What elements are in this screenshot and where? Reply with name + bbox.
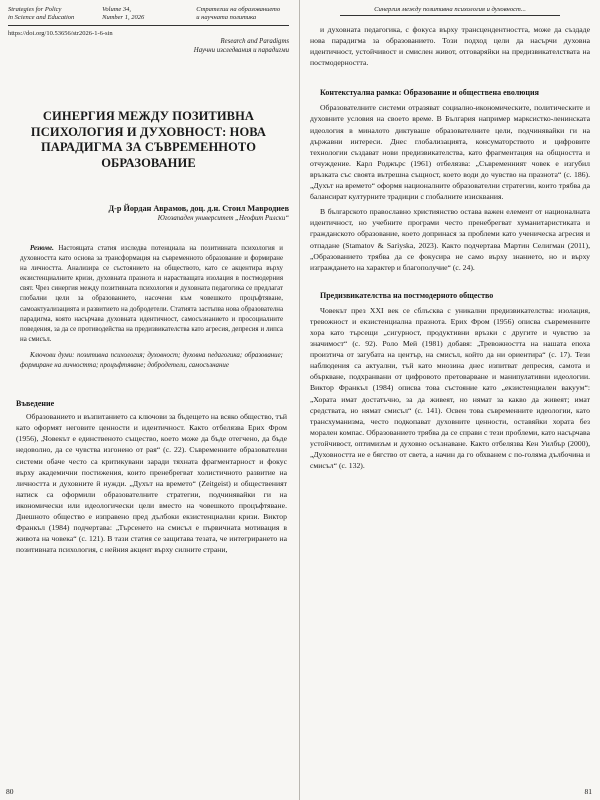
doi-row	[8, 30, 289, 37]
intro-paragraph: Образованието и възпитанието са ключови за бъдещето на всяко общество, тъй като оформят неговите ценности и идентичност. Както отбелязва Ерих Фром (1956), „Човекът е единственото същество, което може да бъде отегчено, да бъде недоволно, да се чувства изгонено от рая“ (с. 22). Съвременните образователни системи обаче често са критикувани заради тяхната фрагментарност и фокус върху академични постижения, които пренебрегват холистичното развитие на личността и духовните й нужди. „Духът на времето“ (Zeitgeist) и общественият натиск са оформили образователните стратегии, подчинявайки ги на икономически или идеологически цели вместо на човешкото процъфтяване. Днешното общество е изправено пред дълбоки екзистенциални кризи. Виктор Франкъл (1984) подчертава: „Търсенето на смисъл е първичната мотивация в живота на човека“ (с. 121). В тази статия се защитава тезата, че интегрирането на позитивната психология, с нейния акцент върху силните страни,	[16, 412, 287, 555]
journal-name-en: Strategies for Policy in Science and Education	[8, 6, 75, 21]
page-number-left: 80	[6, 787, 14, 796]
continuation-paragraph: и духовната педагогика, с фокуса върху трансцендентността, може да създаде нова парадигма за образованието. Този подход цели да насърчи духовна идентичност, устойчивост и смислен живот, отговаряйки на предизвикателствата на постмодерността.	[310, 25, 590, 68]
rubric-en: Research and Paradigms	[220, 38, 289, 45]
keywords-text: позитивна психология; духовност; духовна педагогика; образование; формиране на личността; процъфтяване; добродетели, самосъзнание	[20, 351, 283, 370]
journal-header	[8, 6, 289, 22]
right-page	[300, 0, 600, 800]
rubric-bg: Научни изследвания и парадигми	[193, 47, 289, 54]
journal-volume: Volume 34, Number 1, 2026	[102, 6, 145, 21]
keywords	[20, 351, 283, 371]
section-heading-context: Контекстуална рамка: Образование и обществена еволюция	[320, 88, 539, 98]
page-number-right: 81	[584, 787, 592, 796]
authors: Д-р Йордан Аврамов, доц. д.н. Стоил Мавродиев	[108, 204, 289, 213]
header-rule	[8, 25, 289, 26]
challenges-paragraph: Човекът през XXI век се сблъсква с уникални предизвикателства: изолация, тревожност и екзистенциална празнота. Ерих Фром (1956) описва съвременните хора като търсещи „сигурност, продуктивни връзки с другите и чувство за значимост“ (с. 92). Ролo Мей (1981) добавя: „Тревожността на нашата епоха произтича от загубата на център, на смисъл, който да ни ориентира“ (с. 17). Тези наблюдения са актуални, тъй като мнозина днес изпитват депресия, самота и объркване, подхранвани от цифровото претоварване и манипулативни идеологии. Виктор Франкъл (1984) описва това състояние като „екзистенциален вакуум“: „Хората имат достатъчно, за да живеят, но нямат за какво да живеят; имат средствата, но нямат смисъл“ (с. 141). Освен това съвременните идеологии, като трансхуманизма, често подкопават духовните ценности, оставяйки хората без морален компас. Образованието трябва да се справи с тези проблеми, като насърчава устойчивост, оптимизъм и духовно осъзнаване. Както отбелязва Кен Уилбър (2000), „Духовността не е бягство от света, а начин да го обхванем с по-голяма дълбочина и смисъл“ (с. 132).	[310, 305, 590, 471]
doi-link[interactable]: https://doi.org/10.53656/str2026-1-6-sin	[8, 30, 113, 37]
journal-name-bg: Стратегии на образованието и научната политика	[196, 6, 281, 21]
affiliation: Югозападен университет „Неофит Рилски“	[157, 215, 289, 222]
article-title: СИНЕРГИЯ МЕЖДУ ПОЗИТИВНА ПСИХОЛОГИЯ И ДУХОВНОСТ: НОВА ПАРАДИГМА ЗА СЪВРЕМЕННОТО ОБРАЗОВАНИЕ	[30, 109, 267, 170]
abstract-text: Настоящата статия изследва потенциала на позитивната психология и духовността като основа за трансформация на съвременното образование и формиране на личността. Анализира се състоянието на обществото, като се акцентира върху екзистенциалните кризи, духовната празнота и нарастващата изолация в постмодерния свят. Чрез синергия между позитивната психология и духовната педагогика се предлагат глобални цели за образованието, насочени към човешкото процъфтяване, самоактуализацията и развитието на добродетели. Статията застъпва нова образователна парадигма, която насърчава духовната идентичност, самосъзнанието и просоциалните поведения, за да се противодейства на предизвикателства като агресия, депресия и липса на смисъл.	[20, 245, 283, 343]
keywords-label: Ключови думи:	[30, 351, 75, 359]
section-heading-challenges: Предизвикателства на постмодерното общество	[320, 290, 494, 300]
context-paragraph-2: В българското православно християнство остава важен елемент от националната идентичност, но учебните програми често пренебрегват хуманитаристиката и гражданското образование, което допринася за проблеми като ученическа агресия и отпадане (Stamatov & Sariyska, 2023). Както подчертава Мартин Селигман (2011), „Образованието трябва да се фокусира не само върху знанието, но и върху изграждането на характер и благополучие“ (с. 24).	[310, 207, 590, 272]
abstract	[20, 244, 283, 345]
section-heading-intro: Въведение	[16, 399, 55, 409]
abstract-label: Резюме.	[30, 245, 54, 252]
context-paragraph-1: Образователните системи отразяват социално-икономическите, политическите и духовните условия на своето време. В България например марксистко-ленинската идеология в миналото диктуваше образователните цели, подчинявайки ги на държавни интереси. Днес глобализацията, консуматорството и цифровите технологии създават нови предизвикателства, като фрагментация на общността и отчуждение. Карл Роджърс (1961) отбелязва: „Съвременният човек е изгубил връзката със своята вътрешна същност, което води до чувство на празнота“ (с. 186). „Духът на времето“ оформя националните образователни стратегии, които трябва да балансират културните традиции с глобалните изисквания.	[310, 103, 590, 202]
running-header: Синергия между позитивна психология и духовност...	[340, 6, 560, 16]
rubric	[8, 37, 289, 55]
